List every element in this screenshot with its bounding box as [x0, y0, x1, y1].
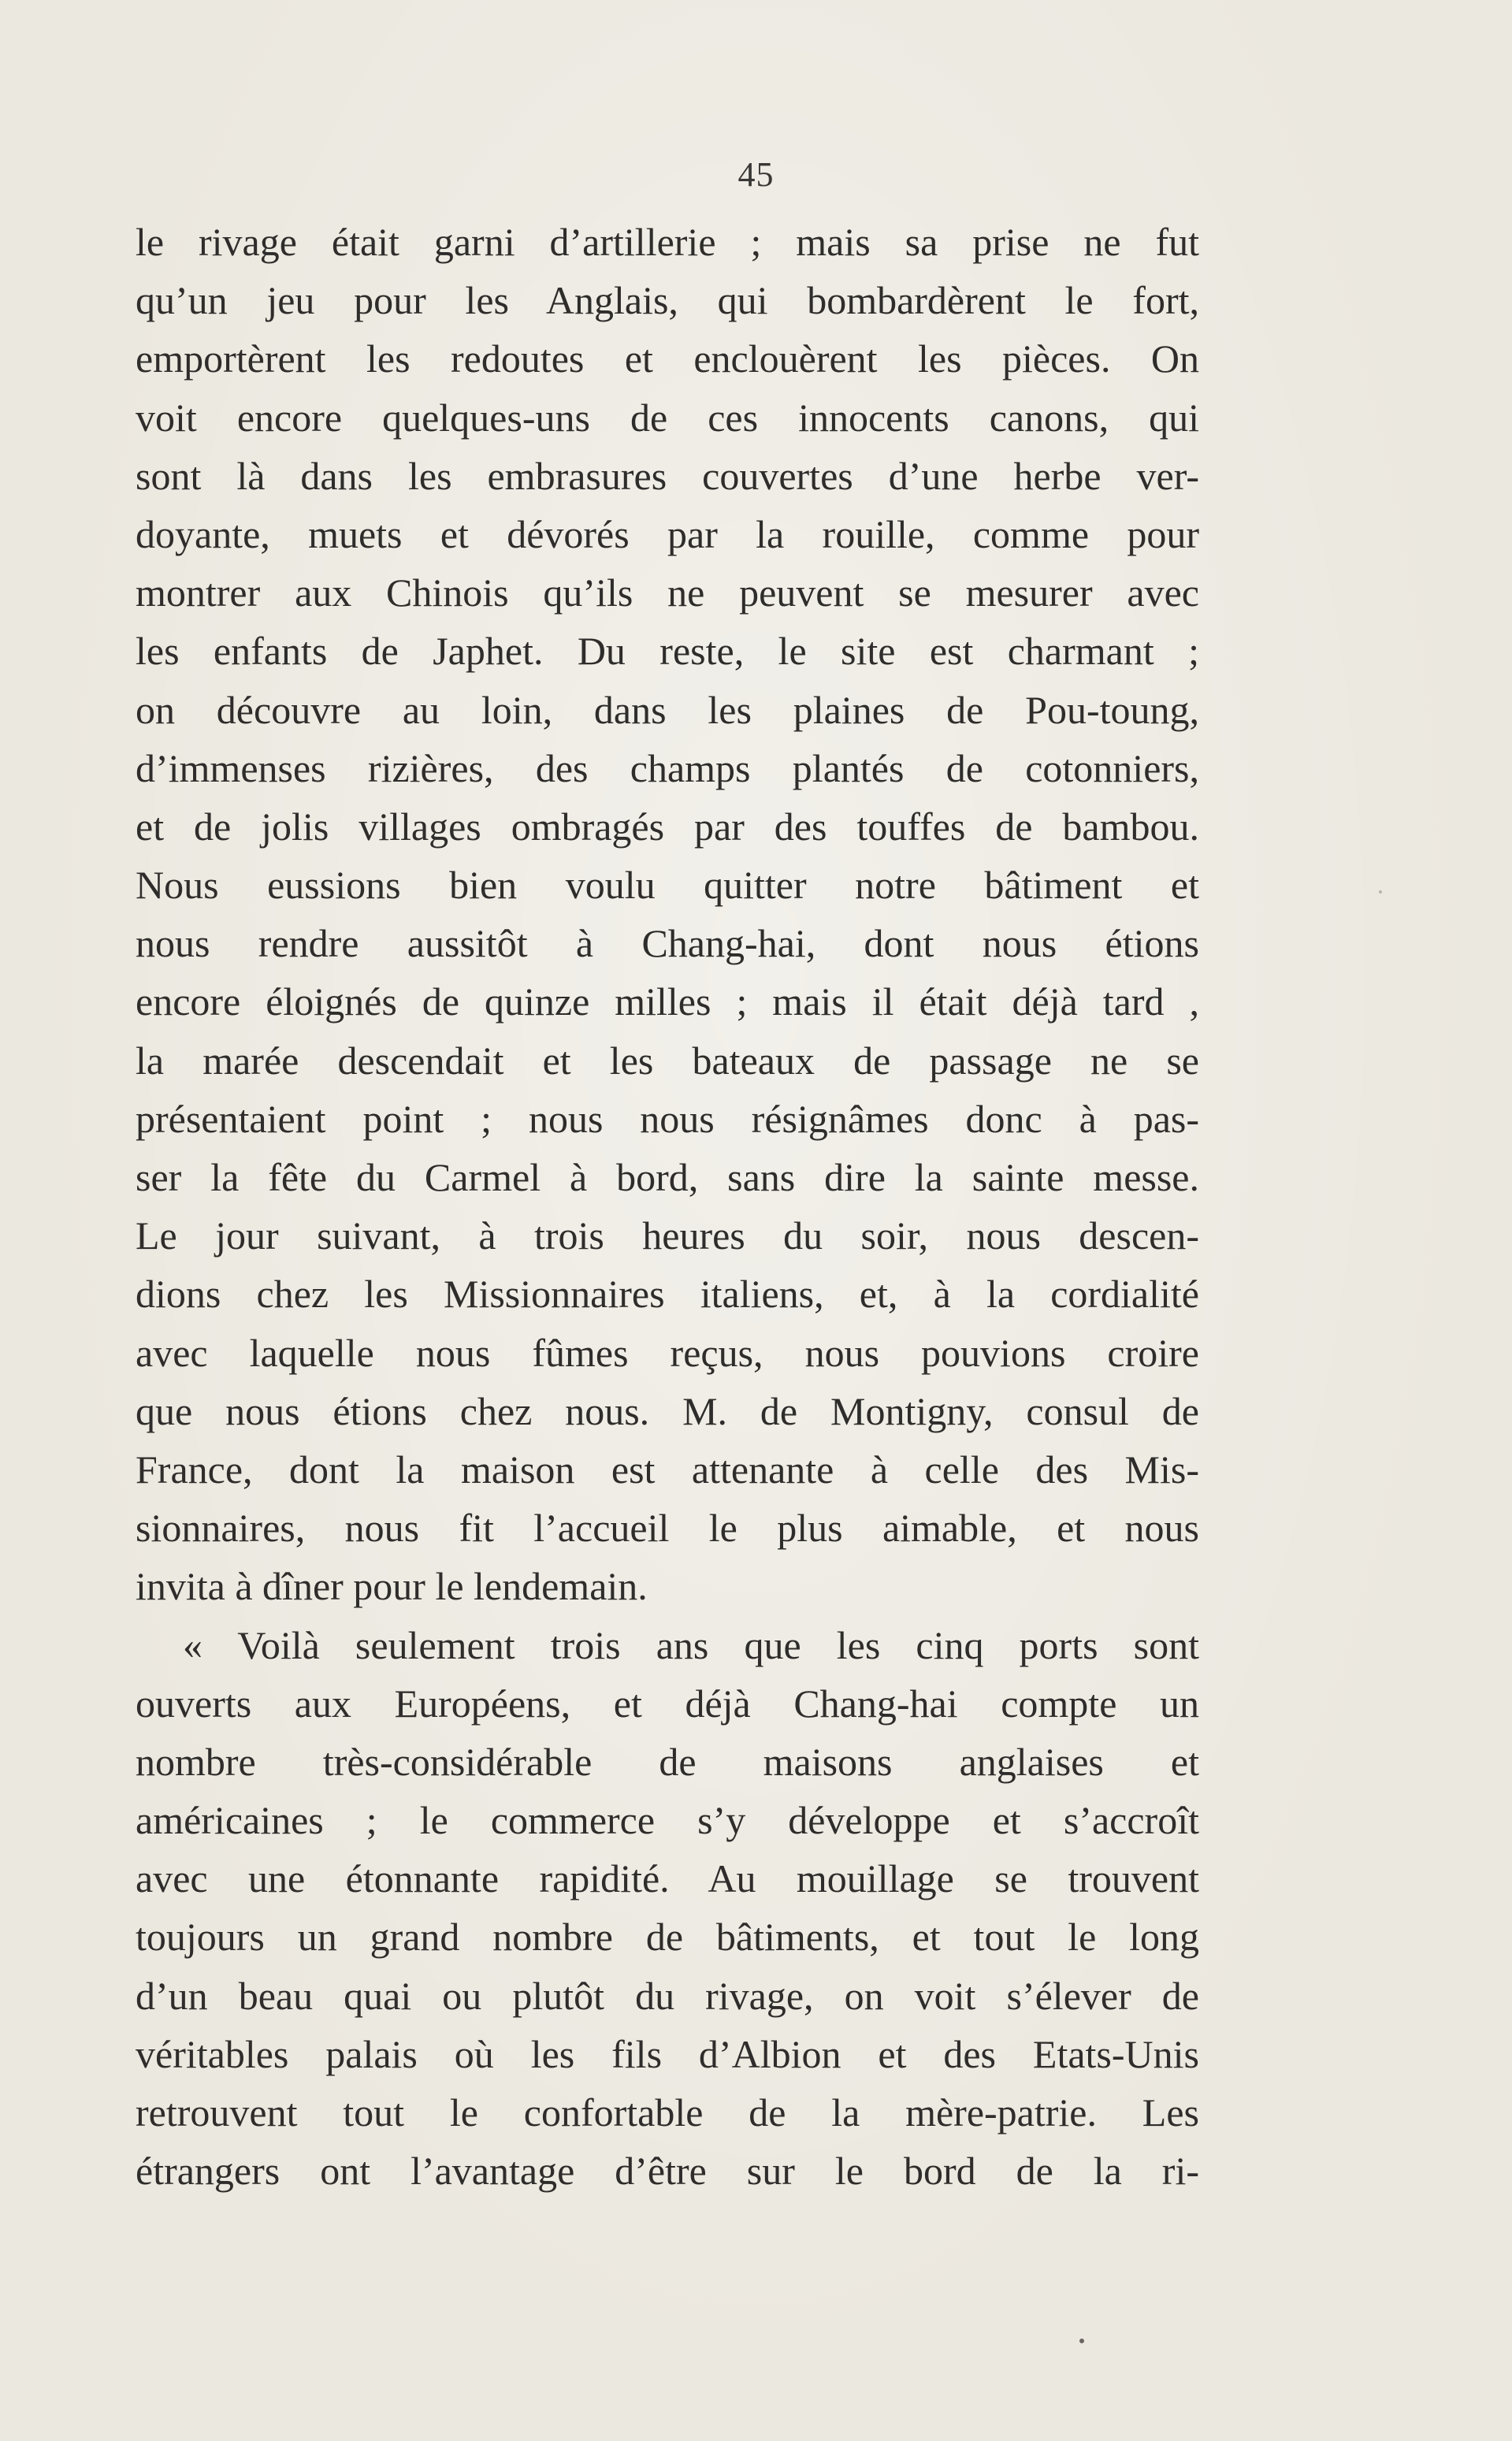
text-line: dions chez les Missionnaires italiens, et, à la cordialité: [136, 1272, 1199, 1317]
text-line: américaines ; le commerce s’y développe et s’accroît: [136, 1798, 1199, 1843]
text-line: « Voilà seulement trois ans que les cinq ports sont: [183, 1622, 1199, 1667]
body-text: [136, 213, 1199, 2200]
text-line: encore éloignés de quinze milles ; mais il était déjà tard ,: [136, 979, 1199, 1024]
paragraph-2: [136, 1616, 1199, 2201]
text-line: étrangers ont l’avantage d’être sur le bord de la ri-: [136, 2149, 1199, 2194]
text-line: présentaient point ; nous nous résignâmes donc à pas-: [136, 1096, 1199, 1141]
text-line: d’un beau quai ou plutôt du rivage, on voit s’élever de: [136, 1973, 1199, 2018]
text-line: Le jour suivant, à trois heures du soir, nous descen-: [136, 1213, 1199, 1258]
text-line: retrouvent tout le confortable de la mère-patrie. Les: [136, 2090, 1199, 2134]
text-line: sont là dans les embrasures couvertes d’une herbe ver-: [136, 453, 1199, 498]
text-line: montrer aux Chinois qu’ils ne peuvent se mesurer avec: [136, 570, 1199, 615]
text-line: que nous étions chez nous. M. de Montigny, consul de: [136, 1388, 1199, 1433]
text-line: voit encore quelques-uns de ces innocents canons, qui: [136, 395, 1199, 440]
text-line: toujours un grand nombre de bâtiments, et tout le long: [136, 1915, 1199, 1960]
text-line: nombre très-considérable de maisons anglaises et: [136, 1739, 1199, 1784]
paper-speck: [1379, 890, 1382, 894]
text-line: avec une étonnante rapidité. Au mouillage se trouvent: [136, 1856, 1199, 1901]
paragraph-1: [136, 213, 1199, 1616]
text-line: Nous eussions bien voulu quitter notre bâtiment et: [136, 863, 1199, 908]
text-line: d’immenses rizières, des champs plantés de cotonniers,: [136, 745, 1199, 790]
text-line: sionnaires, nous fit l’accueil le plus aimable, et nous: [136, 1506, 1199, 1551]
text-line: on découvre au loin, dans les plaines de Pou-toung,: [136, 687, 1199, 732]
text-line: qu’un jeu pour les Anglais, qui bombardèrent le fort,: [136, 278, 1199, 323]
text-line: France, dont la maison est attenante à celle des Mis-: [136, 1447, 1199, 1492]
text-line: ser la fête du Carmel à bord, sans dire la sainte messe.: [136, 1155, 1199, 1199]
text-line: les enfants de Japhet. Du reste, le site est charmant ;: [136, 629, 1199, 674]
text-line: ouverts aux Européens, et déjà Chang-hai compte un: [136, 1681, 1199, 1726]
text-line: véritables palais où les fils d’Albion et des Etats-Unis: [136, 2031, 1199, 2076]
text-line: doyante, muets et dévorés par la rouille, comme pour: [136, 511, 1199, 556]
text-line: invita à dîner pour le lendemain.: [136, 1564, 648, 1609]
text-line: la marée descendait et les bateaux de passage ne se: [136, 1038, 1199, 1083]
text-line: le rivage était garni d’artillerie ; mais sa prise ne fut: [136, 220, 1199, 264]
paper-speck: [1079, 2339, 1084, 2343]
text-line: emportèrent les redoutes et enclouèrent les pièces. On: [136, 336, 1199, 381]
text-line: et de jolis villages ombragés par des touffes de bambou.: [136, 804, 1199, 849]
page-number: 45: [737, 155, 775, 194]
text-line: avec laquelle nous fûmes reçus, nous pouvions croire: [136, 1330, 1199, 1375]
text-line: nous rendre aussitôt à Chang-hai, dont nous étions: [136, 921, 1199, 966]
